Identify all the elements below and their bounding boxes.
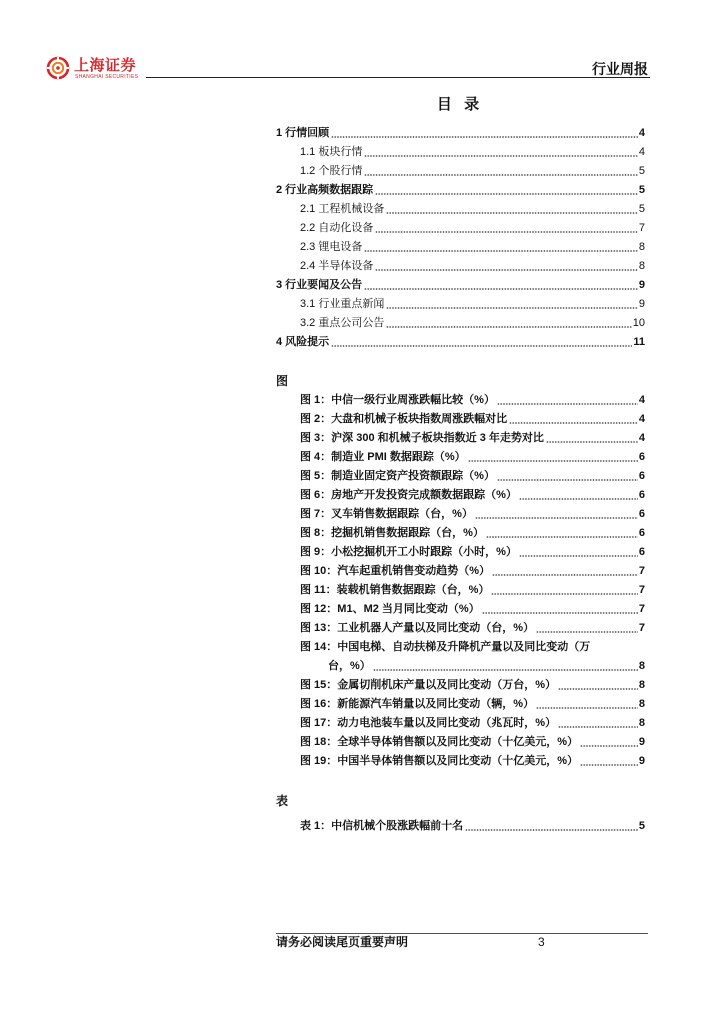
toc-section-entry-label: 1 行情回顾 [276, 127, 330, 139]
figure-entry-label: 图 13：工业机器人产量以及同比变动（台，%） [300, 621, 535, 634]
toc-section-entry[interactable] [276, 124, 645, 143]
dot-leader [486, 536, 638, 538]
figure-entry[interactable] [300, 733, 645, 752]
figure-entry[interactable] [300, 543, 645, 562]
toc-subsection-entry-label: 3.1 行业重点新闻 [300, 298, 385, 310]
figure-entry-label: 图 11：装载机销售数据跟踪（台，%） [300, 583, 490, 596]
dot-leader [580, 745, 638, 747]
dot-leader [558, 688, 638, 690]
figure-entry-page-number: 4 [638, 431, 645, 444]
figure-entry-label: 图 10：汽车起重机销售变动趋势（%） [300, 564, 491, 577]
toc-subsection-entry-label: 2.4 半导体设备 [300, 260, 374, 272]
table-entry[interactable] [300, 817, 645, 836]
toc-subsection-entry[interactable] [300, 314, 645, 333]
toc-subsection-entry-label: 2.3 锂电设备 [300, 241, 363, 253]
dot-leader [509, 422, 638, 424]
figure-entry-continuation-page-number: 8 [638, 659, 645, 672]
figure-entry-page-number: 9 [638, 754, 645, 767]
figures-heading: 图 [276, 374, 289, 388]
figure-entry-label: 图 2：大盘和机械子板块指数周涨跌幅对比 [300, 412, 508, 425]
figure-entry-label: 图 7：叉车销售数据跟踪（台，%） [300, 507, 473, 520]
toc-section-entry-label: 4 风险提示 [276, 336, 330, 348]
figure-entry-page-number: 6 [638, 450, 645, 463]
toc-section-entry-label: 3 行业要闻及公告 [276, 279, 363, 291]
figure-entry[interactable] [300, 486, 645, 505]
figure-entry-label: 图 17：动力电池装车量以及同比变动（兆瓦时，%） [300, 716, 557, 729]
toc-subsection-entry-label: 3.2 重点公司公告 [300, 317, 385, 329]
figure-entry[interactable] [300, 505, 645, 524]
figure-entry-continuation-label: 台，%） [328, 659, 371, 672]
figure-entry-label: 图 14：中国电梯、自动扶梯及升降机产量以及同比变动（万 [300, 640, 591, 653]
figure-entry[interactable] [300, 410, 645, 429]
figure-entry-page-number: 6 [638, 469, 645, 482]
dot-leader [364, 288, 638, 290]
figure-entry-label: 图 9：小松挖掘机开工小时跟踪（小时，%） [300, 545, 517, 558]
figure-entry-label: 图 12：M1、M2 当月同比变动（%） [300, 602, 480, 615]
figure-entry[interactable] [300, 638, 645, 657]
toc-section-entry-page-number: 11 [633, 336, 645, 348]
figure-entry-label: 图 15：金属切削机床产量以及同比变动（万台，%） [300, 678, 557, 691]
toc-section-entry-page-number: 9 [638, 279, 645, 291]
toc-subsection-entry-page-number: 7 [638, 222, 645, 234]
toc-subsection-entry-label: 1.1 板块行情 [300, 146, 363, 158]
dot-leader [536, 631, 638, 633]
figure-entry[interactable] [300, 695, 645, 714]
header-divider [146, 77, 650, 78]
figure-entry[interactable] [300, 752, 645, 771]
figure-entry-page-number: 4 [638, 412, 645, 425]
toc-subsection-entry[interactable] [300, 162, 645, 181]
dot-leader [375, 269, 638, 271]
figure-entry-label: 图 3：沪深 300 和机械子板块指数近 3 年走势对比 [300, 431, 544, 444]
toc-subsection-entry-page-number: 5 [638, 203, 645, 215]
dot-leader [580, 764, 638, 766]
footer-disclaimer: 请务必阅读尾页重要声明 [276, 935, 409, 949]
toc-subsection-entry-page-number: 8 [638, 241, 645, 253]
dot-leader [546, 441, 638, 443]
figure-entry[interactable] [300, 448, 645, 467]
figure-entry-continuation[interactable] [328, 657, 645, 676]
figure-entry-label: 图 16：新能源汽车销量以及同比变动（辆，%） [300, 697, 535, 710]
figure-entry-page-number: 6 [638, 526, 645, 539]
figure-entry[interactable] [300, 619, 645, 638]
figure-entry[interactable] [300, 524, 645, 543]
figure-entry[interactable] [300, 600, 645, 619]
toc-section-entry[interactable] [276, 333, 645, 352]
figure-entry-label: 图 4：制造业 PMI 数据跟踪（%） [300, 450, 466, 463]
toc-subsection-entry[interactable] [300, 143, 645, 162]
figure-entry[interactable] [300, 467, 645, 486]
figure-entry-label: 图 8：挖掘机销售数据跟踪（台，%） [300, 526, 484, 539]
dot-leader [497, 403, 638, 405]
toc-subsection-entry-page-number: 10 [632, 317, 645, 329]
dot-leader [558, 726, 638, 728]
figure-entry-page-number: 7 [638, 621, 645, 634]
figure-entry-label: 图 5：制造业固定资产投资额跟踪（%） [300, 469, 495, 482]
figure-entry-page-number: 6 [638, 545, 645, 558]
toc-section-entry[interactable] [276, 181, 645, 200]
toc-subsection-entry-page-number: 5 [638, 165, 645, 177]
toc-section-entry-page-number: 5 [638, 184, 645, 196]
brand-name: 上海证券 [74, 57, 137, 74]
dot-leader [492, 574, 638, 576]
page-number: 3 [538, 935, 545, 949]
figure-entry-label: 图 19：中国半导体销售额以及同比变动（十亿美元，%） [300, 754, 579, 767]
figure-entry[interactable] [300, 676, 645, 695]
dot-leader [465, 829, 638, 831]
toc-subsection-entry-label: 2.2 自动化设备 [300, 222, 374, 234]
report-type: 行业周报 [592, 61, 648, 77]
toc-subsection-entry-page-number: 9 [638, 298, 645, 310]
brand-emblem-icon [46, 56, 70, 80]
dot-leader [468, 460, 638, 462]
figure-entry-page-number: 4 [638, 393, 645, 406]
dot-leader [375, 231, 638, 233]
figure-entry[interactable] [300, 429, 645, 448]
table-entry-label: 表 1：中信机械个股涨跌幅前十名 [300, 819, 464, 832]
toc-subsection-entry-label: 1.2 个股行情 [300, 165, 363, 177]
toc-subsection-entry[interactable] [300, 200, 645, 219]
dot-leader [364, 250, 638, 252]
dot-leader [475, 517, 638, 519]
figure-entry-page-number: 6 [638, 507, 645, 520]
figure-entry-page-number: 6 [638, 488, 645, 501]
toc-subsection-entry[interactable] [300, 238, 645, 257]
figure-entry[interactable] [300, 714, 645, 733]
dot-leader [482, 612, 638, 614]
figure-entry[interactable] [300, 562, 645, 581]
dot-leader [386, 326, 631, 328]
dot-leader [364, 155, 638, 157]
dot-leader [491, 593, 637, 595]
dot-leader [331, 136, 638, 138]
toc-subsection-entry[interactable] [300, 219, 645, 238]
figure-entry-page-number: 8 [638, 716, 645, 729]
dot-leader [386, 307, 638, 309]
dot-leader [375, 193, 638, 195]
toc-subsection-entry-page-number: 8 [638, 260, 645, 272]
table-entry-page-number: 5 [638, 819, 645, 832]
toc-subsection-entry[interactable] [300, 295, 645, 314]
dot-leader [331, 345, 632, 347]
figure-entry-page-number: 9 [638, 735, 645, 748]
dot-leader [373, 669, 638, 671]
toc-subsection-entry[interactable] [300, 257, 645, 276]
dot-leader [536, 707, 638, 709]
figure-entry-page-number: 7 [638, 602, 645, 615]
toc-section-entry[interactable] [276, 276, 645, 295]
dot-leader [386, 212, 638, 214]
toc-title: 目 录 [436, 96, 484, 113]
figure-entry[interactable] [300, 391, 645, 410]
figure-entry-label: 图 6：房地产开发投资完成额数据跟踪（%） [300, 488, 517, 501]
tables-heading: 表 [276, 794, 289, 808]
figure-entry-page-number: 7 [638, 583, 645, 596]
figure-entry-page-number: 8 [638, 678, 645, 691]
brand-name-english: SHANGHAI SECURITIES [75, 74, 139, 80]
toc-subsection-entry-label: 2.1 工程机械设备 [300, 203, 385, 215]
figure-entry[interactable] [300, 581, 645, 600]
dot-leader [519, 555, 638, 557]
footer-divider [276, 933, 648, 934]
dot-leader [497, 479, 638, 481]
figure-entry-label: 图 1：中信一级行业周涨跌幅比较（%） [300, 393, 495, 406]
toc-section-entry-label: 2 行业高频数据跟踪 [276, 184, 374, 196]
figure-entry-page-number: 7 [638, 564, 645, 577]
figure-entry-label: 图 18：全球半导体销售额以及同比变动（十亿美元，%） [300, 735, 579, 748]
dot-leader [364, 174, 638, 176]
dot-leader [519, 498, 638, 500]
figure-entry-page-number: 8 [638, 697, 645, 710]
toc-section-entry-page-number: 4 [638, 127, 645, 139]
toc-subsection-entry-page-number: 4 [638, 146, 645, 158]
